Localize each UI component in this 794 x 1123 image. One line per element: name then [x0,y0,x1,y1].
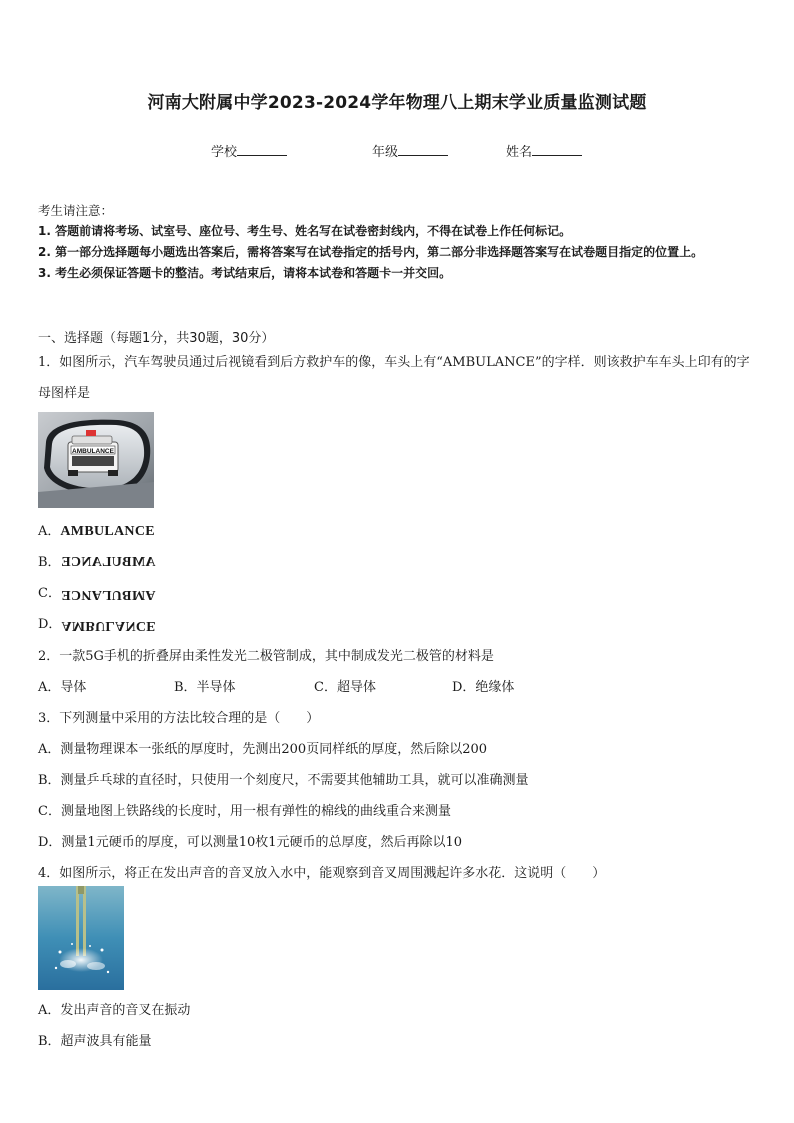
q1-option-c-text: AMBULANCE [60,587,156,602]
side-mirror-image [38,412,154,508]
q2-options [38,676,758,696]
notice-item-3: 3. 考生必须保证答题卡的整洁。考试结束后，请将本试卷和答题卡一并交回。 [38,266,452,280]
section-heading: 一、选择题（每题1分，共30题，30分） [38,331,275,346]
student-info-row [0,141,794,161]
q1-option-a[interactable] [38,520,758,540]
notice-item-1: 1. 答题前请将考场、试室号、座位号、考生号、姓名写在试卷密封线内，不得在试卷上作任何标记。 [38,224,572,238]
q1-option-d[interactable] [38,613,758,633]
q2-option-a[interactable]: A．导体 [38,680,87,695]
q1-option-c[interactable] [38,582,758,602]
q2-option-c[interactable]: C．超导体 [314,680,376,695]
q1-option-b[interactable] [38,551,758,571]
q1-option-d-text: AMBULANCE [61,618,156,633]
notice-block [38,200,758,284]
q4-option-b[interactable]: B．超声波具有能量 [38,1034,152,1049]
school-field [211,141,287,160]
ambulance-text: AMBULANCE [72,448,114,455]
name-blank[interactable] [532,143,582,156]
q3-option-a[interactable]: A．测量物理课本一张纸的厚度时，先测出200页同样纸的厚度，然后除以200 [38,742,488,757]
q1-option-a-letter: A． [38,524,61,539]
q1-mirror-figure [38,412,154,508]
notice-item-2: 2. 第一部分选择题每小题选出答案后，需将答案写在试卷指定的括号内，第二部分非选择题答案写在试卷题目指定的位置上。 [38,245,704,259]
q4-tuning-fork-figure [38,886,124,990]
q3-option-c[interactable]: C．测量地图上铁路线的长度时，用一根有弹性的棉线的曲线重合来测量 [38,804,451,819]
page-title: 河南大附属中学2023-2024学年物理八上期末学业质量监测试题 [147,93,647,113]
grade-blank[interactable] [398,143,448,156]
name-field [506,141,582,160]
name-label: 姓名 [506,145,533,160]
q1-option-b-letter: B． [38,555,61,570]
q1-stem: 1．如图所示，汽车驾驶员通过后视镜看到后方救护车的像，车头上有“AMBULANCE”的字样．则该救护车车头上印有的字母图样是 [38,355,750,401]
school-blank[interactable] [237,143,287,156]
q1-option-b-text: AMBULANCE [60,555,156,570]
q2-option-d[interactable]: D．绝缘体 [452,680,515,695]
grade-field [372,141,448,160]
q2-stem: 2．一款5G手机的折叠屏由柔性发光二极管制成，其中制成发光二极管的材料是 [38,649,494,664]
q3-option-d[interactable]: D．测量1元硬币的厚度，可以测量10枚1元硬币的总厚度，然后再除以10 [38,835,463,850]
tuning-fork-water-image [38,886,124,990]
notice-heading: 考生请注意： [38,203,114,218]
q1-option-d-letter: D． [38,617,62,632]
q4-option-a[interactable]: A．发出声音的音叉在振动 [38,1003,191,1018]
q1-option-a-text: AMBULANCE [60,524,155,539]
q1-option-c-letter: C． [38,586,61,601]
grade-label: 年级 [372,145,399,160]
q2-option-b[interactable]: B．半导体 [174,680,236,695]
q3-stem: 3．下列测量中采用的方法比较合理的是（ ） [38,711,320,726]
q3-option-b[interactable]: B．测量乒乓球的直径时，只使用一个刻度尺，不需要其他辅助工具，就可以准确测量 [38,773,529,788]
school-label: 学校 [211,145,238,160]
q4-stem: 4．如图所示，将正在发出声音的音叉放入水中，能观察到音叉周围溅起许多水花．这说明（ ） [38,866,606,881]
